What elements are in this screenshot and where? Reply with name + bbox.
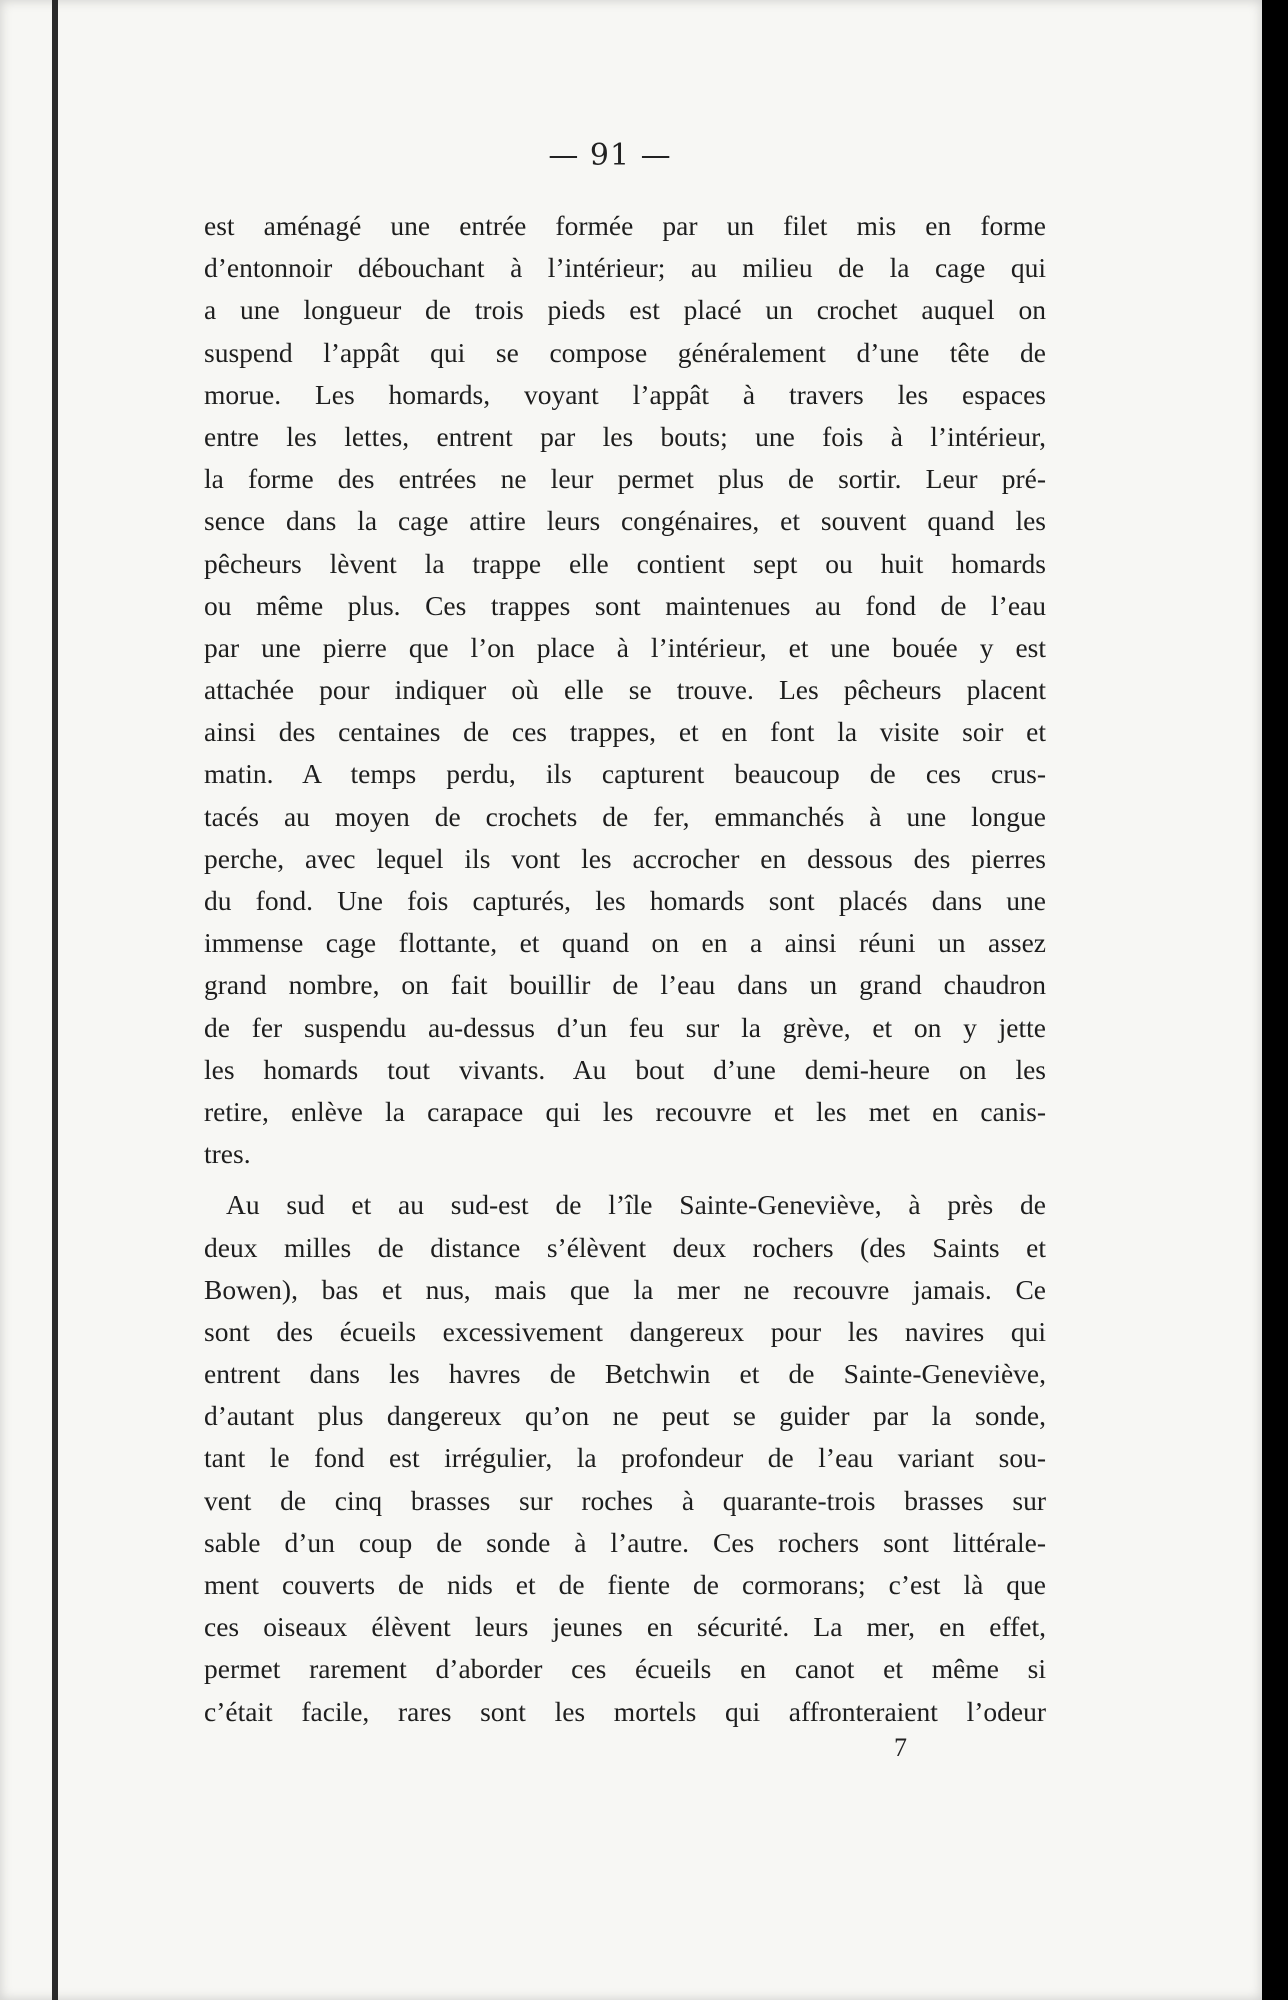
text-line: sence dans la cage attire leurs congénaires, et souvent quand les — [204, 505, 1046, 537]
text-line: a une longueur de trois pieds est placé un crochet auquel on — [204, 294, 1046, 326]
page-number: — 91 — — [548, 138, 672, 173]
text-line: les homards tout vivants. Au bout d’une demi-heure on les — [204, 1053, 1046, 1085]
text-line: tant le fond est irrégulier, la profondeur de l’eau variant sou- — [204, 1442, 1046, 1474]
text-line: ou même plus. Ces trappes sont maintenues au fond de l’eau — [204, 589, 1046, 621]
paragraph-2 — [204, 1184, 1046, 1732]
text-line: sable d’un coup de sonde à l’autre. Ces rochers sont littérale- — [204, 1526, 1046, 1558]
text-line: ces oiseaux élèvent leurs jeunes en sécurité. La mer, en effet, — [204, 1611, 1046, 1643]
text-line: sont des écueils excessivement dangereux pour les navires qui — [204, 1315, 1046, 1347]
text-line: est aménagé une entrée formée par un filet mis en forme — [204, 210, 1046, 241]
paragraph-1 — [204, 205, 1046, 1175]
text-line: la forme des entrées ne leur permet plus de sortir. Leur pré- — [204, 463, 1046, 495]
text-line: grand nombre, on fait bouillir de l’eau dans un grand chaudron — [204, 969, 1046, 1001]
text-line: par une pierre que l’on place à l’intérieur, et une bouée y est — [204, 631, 1046, 663]
text-line: c’était facile, rares sont les mortels qui affronteraient l’odeur — [204, 1695, 1046, 1727]
text-line: morue. Les homards, voyant l’appât à travers les espaces — [204, 378, 1046, 410]
text-line: matin. A temps perdu, ils capturent beaucoup de ces crus- — [204, 758, 1046, 790]
text-line: immense cage flottante, et quand on en a ainsi réuni un assez — [204, 927, 1046, 959]
text-line: suspend l’appât qui se compose généralement d’une tête de — [204, 336, 1046, 368]
text-line: permet rarement d’aborder ces écueils en canot et même si — [204, 1653, 1046, 1685]
body-text — [204, 205, 1046, 1733]
text-line: d’autant plus dangereux qu’on ne peut se guider par la sonde, — [204, 1400, 1046, 1432]
text-line: du fond. Une fois capturés, les homards sont placés dans une — [204, 885, 1046, 916]
text-line: attachée pour indiquer où elle se trouve. Les pêcheurs placent — [204, 674, 1046, 706]
text-line: tres. — [204, 1138, 251, 1170]
text-line: vent de cinq brasses sur roches à quarante-trois brasses sur — [204, 1484, 1046, 1516]
text-line: d’entonnoir débouchant à l’intérieur; au milieu de la cage qui — [204, 252, 1046, 284]
text-line: Au sud et au sud-est de l’île Sainte-Geneviève, à près de — [226, 1189, 1046, 1221]
text-line: ainsi des centaines de ces trappes, et en font la visite soir et — [204, 716, 1046, 748]
gutter-rule — [52, 0, 58, 2000]
text-line: Bowen), bas et nus, mais que la mer ne recouvre jamais. Ce — [204, 1273, 1046, 1305]
signature-mark: 7 — [894, 1733, 907, 1762]
text-line: pêcheurs lèvent la trappe elle contient sept ou huit homards — [204, 547, 1046, 579]
scan-edge — [1262, 0, 1288, 2000]
text-line: deux milles de distance s’élèvent deux rochers (des Saints et — [204, 1231, 1046, 1263]
text-line: tacés au moyen de crochets de fer, emmanchés à une longue — [204, 800, 1046, 832]
text-line: entrent dans les havres de Betchwin et de Sainte-Geneviève, — [204, 1358, 1046, 1390]
text-line: ment couverts de nids et de fiente de cormorans; c’est là que — [204, 1569, 1046, 1600]
text-line: retire, enlève la carapace qui les recouvre et les met en canis- — [204, 1095, 1046, 1127]
text-line: de fer suspendu au-dessus d’un feu sur la grève, et on y jette — [204, 1011, 1046, 1043]
text-line: entre les lettes, entrent par les bouts; une fois à l’intérieur, — [204, 420, 1046, 452]
text-line: perche, avec lequel ils vont les accrocher en dessous des pierres — [204, 842, 1046, 874]
paragraph-gap — [204, 1175, 1046, 1184]
